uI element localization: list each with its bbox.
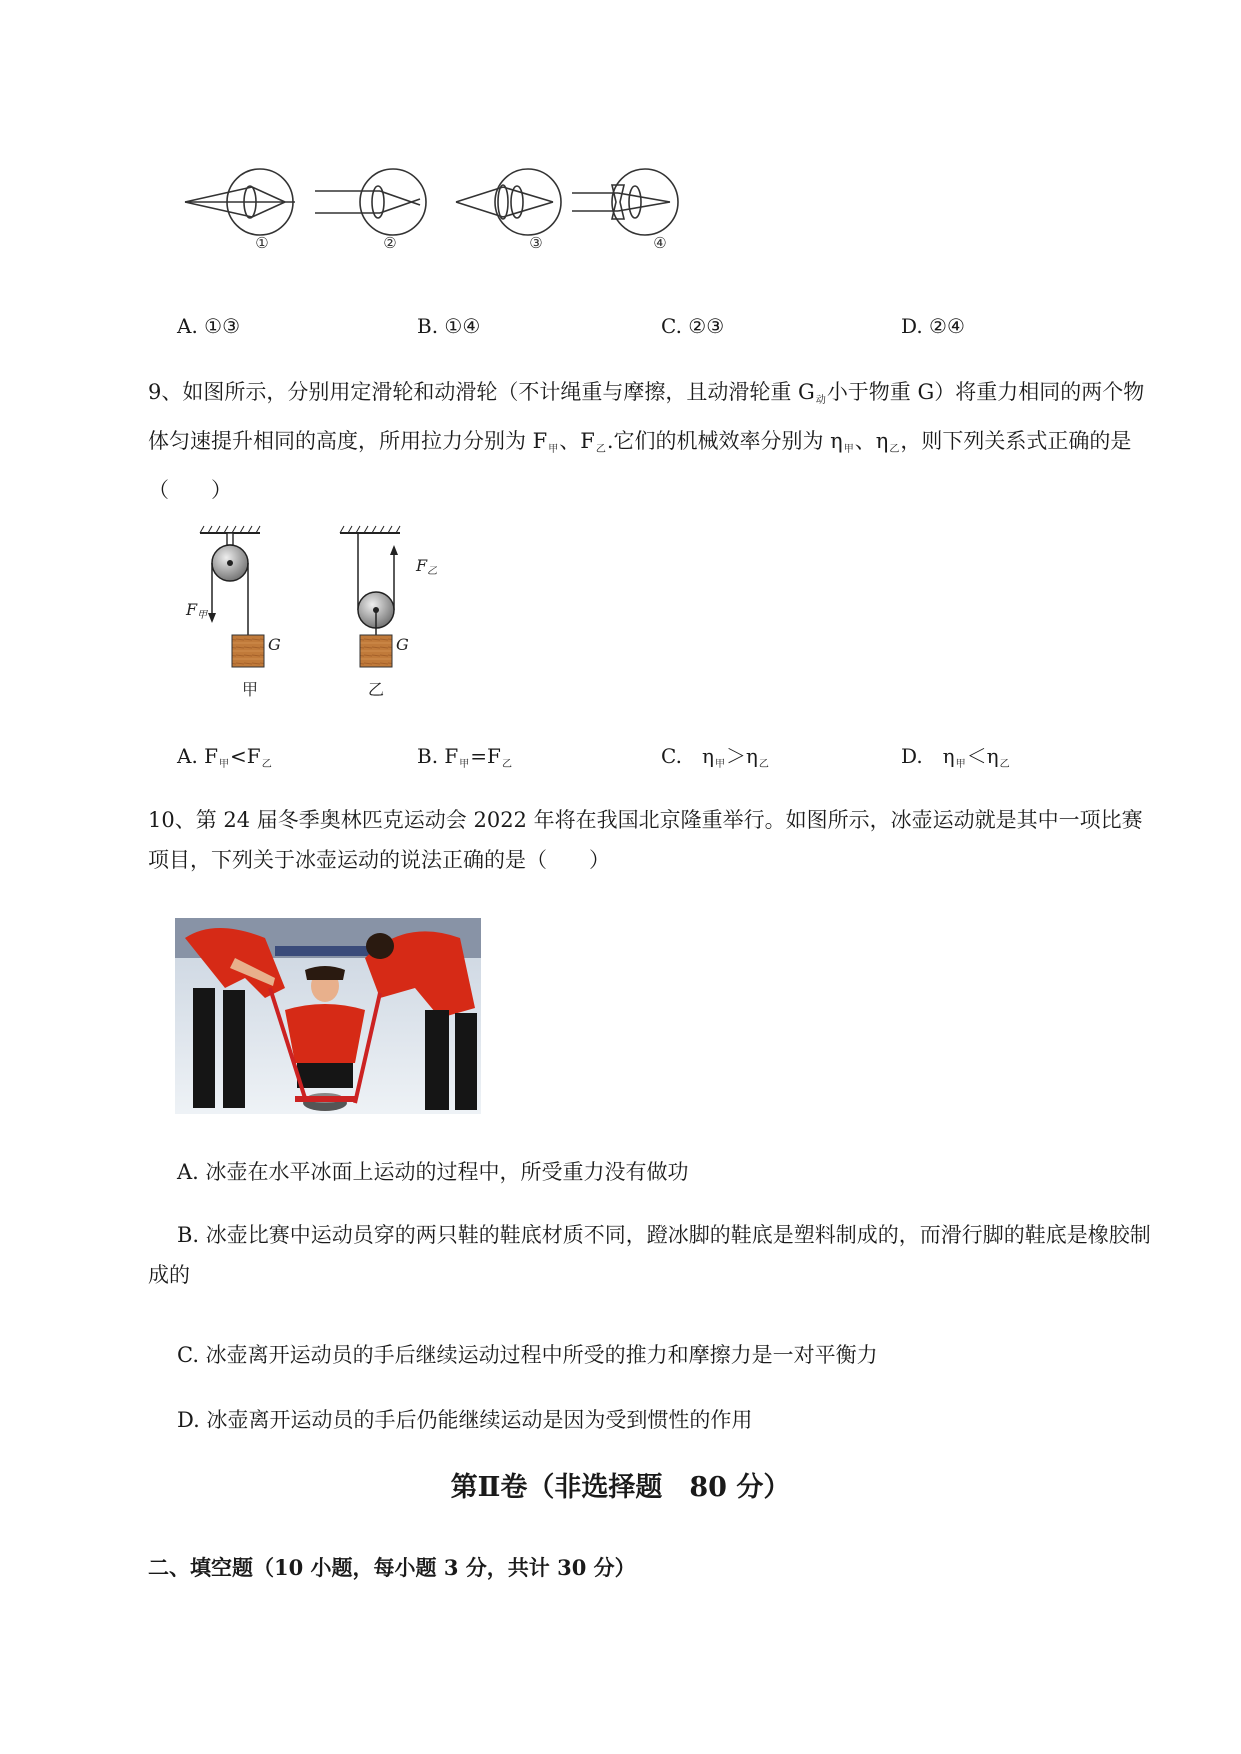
pulley-diagram — [180, 525, 460, 705]
q9-option-b: B. $F_甲=F_乙$ — [417, 744, 512, 770]
part-2-title: 第Ⅱ卷（非选择题 80 分） — [450, 1472, 791, 1503]
q10-option-d: D. 冰壶离开运动员的手后仍能继续运动是因为受到惯性的作用 — [177, 1408, 753, 1432]
caption-yi: 乙 — [367, 680, 385, 699]
eye-label-2: ② — [383, 234, 397, 252]
caption-jia: 甲 — [241, 680, 259, 699]
force-jia-label: F甲 — [186, 600, 208, 621]
q8-option-c: C. ②③ — [661, 314, 725, 338]
q9-option-d: D. $\eta_甲<\eta_乙$ — [901, 744, 1010, 770]
section-2-title: 二、填空题（10 小题，每小题 3 分，共计 30 分） — [148, 1555, 636, 1580]
q8-option-a: A. ①③ — [177, 314, 241, 338]
weight-label-jia: G — [268, 635, 281, 654]
q9-option-c: C. $\eta_甲>\eta_乙$ — [661, 744, 769, 770]
weight-label-yi: G — [396, 635, 409, 654]
q9-option-a: A. $F_甲<F_乙$ — [177, 744, 272, 770]
q10-option-a: A. 冰壶在水平冰面上运动的过程中，所受重力没有做功 — [177, 1160, 689, 1184]
eye-lens-diagram — [180, 165, 710, 260]
curling-photo — [175, 918, 481, 1114]
q8-option-b: B. ①④ — [417, 314, 481, 338]
eye-label-1: ① — [255, 234, 269, 252]
force-yi-label: F乙 — [416, 556, 438, 577]
eye-label-3: ③ — [529, 234, 543, 252]
q10-option-b: B. 冰壶比赛中运动员穿的两只鞋的鞋底材质不同，蹬冰脚的鞋底是塑料制成的，而滑行脚的鞋底是橡胶制成的 — [148, 1223, 1151, 1287]
eye-label-4: ④ — [653, 234, 667, 252]
q10-question-text: 10、第 24 届冬季奥林匹克运动会 2022 年将在我国北京隆重举行。如图所示，冰壶运动就是其中一项比赛项目，下列关于冰壶运动的说法正确的是（ ） — [148, 808, 1143, 872]
q9-question-text: 9、如图所示，分别用定滑轮和动滑轮（不计绳重与摩擦，且动滑轮重 $G_动$小于物重 G）将重力相同的两个物体匀速提升相同的高度，所用拉力分别为 $F_甲$、$F_乙$.它们的机械效率分别为 $\eta_甲$、$\eta_乙$，则下列关系式正确的是（ ） — [148, 380, 1145, 502]
q10-option-c: C. 冰壶离开运动员的手后继续运动过程中所受的推力和摩擦力是一对平衡力 — [177, 1343, 878, 1367]
q8-option-d: D. ②④ — [901, 314, 965, 338]
